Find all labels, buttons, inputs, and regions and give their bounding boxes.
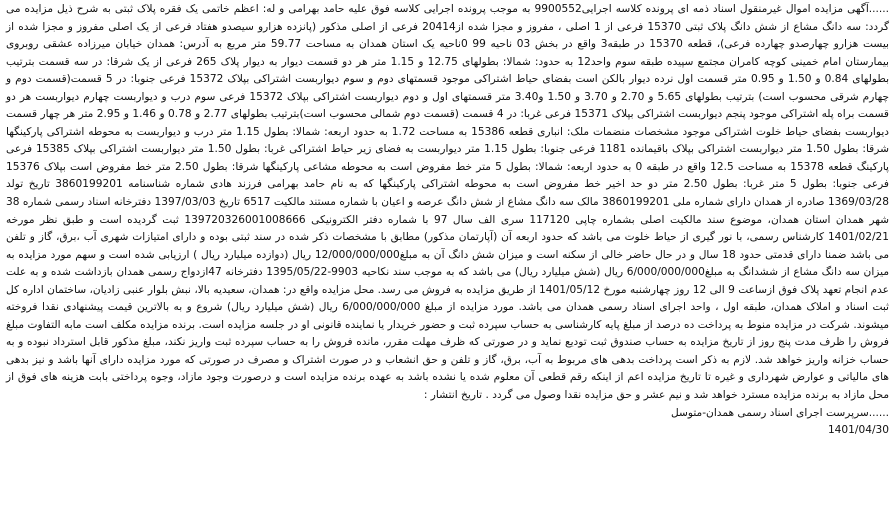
notice-body: ......آگهی مزایده اموال غیرمنقول اسناد ذمه ای پرونده کلاسه اجرایی9900552 به موجب پرونده اجرایی کلاسه فوق علیه حامد بهرامی و له: اعظم خاتمی یک فقره پلاک ثبتی به شرح ذیل مزایده می گردد: سه دانگ مشاع از شش دانگ پلاک ثبتی 15370 فرعی از 1 اصلی ، مفروز و مجزا شده از20414 فرعی از اصلی مذکور (پانزده هزارو سیصدو هفتاد فرعی از یک اصلی مفروز و مجزا شده از بیست هزارو چهارصدو چهارده فرعی)، قطعه 15370 در طبقه3 واقع در بخش 03 ناحیه 99 0ناحیه یک استان همدان به مساحت 59.77 متر مربع به آدرس: همدان خیابان میرزاده عشقی روبروی بیمارستان امام خمینی کوچه کامران مجتمع سپیده طبقه سوم واحد12 به حدود: شمالا: بطولهای 12.75 و 1.15 متر هر دو قسمت دیوار به دیوار پلاک 265 فرعی از یک شرقا: در سه قسمت بترتیب بطولهای 0.84 و 1.50 و 0.95 متر قسمت اول نرده دیوار بالکن است بفضای حیاط اشتراکی موجود قسمتهای دوم و سوم دیواربست اشتراکی بپلاک 15372 فرعی جنوبا: در 5 قسمت(قسمت دوم و چهارم شرقی محسوب است) بترتیب بطولهای 5.65 و 2.70 و 3.70 و 1.50 و3.40 متر قسمتهای اول و دوم دیواربست اشتراکی بپلاک 15372 فرعی سوم درب و دیواربست چهارم دیواربست هر دو قسمت براه پله اشتراکی موجود پنجم دیواربست اشتراکی بپلاک 15371 فرعی غربا: در 4 قسمت (قسمت دوم شمالی محسوب است)بترتیب بطولهای 2.77 و 0.78 و 1.46 و 2.95 متر هر چهار قسمت دیواربست بفضای حیاط خلوت اشتراکی موجود مشخصات منضمات ملک: انباری قطعه 15386 به مساحت 1.72 به حدود اربعه: شمالا: بطول 1.15 متر درب و دیواربست به محوطه اشتراکی پارکینگها شرقا: بطول 1.50 متر دیواربست اشتراکی بپلاک باقیمانده 1181 فرعی جنوبا: بطول 1.15 متر دیواربست به فضای زیر حیاط اشتراکی غربا: بطول 1.50 متر دیواربست اشتراکی بپلاک 15385 فرعی پارکینگ قطعه 15378 به مساحت 12.5 واقع در طبقه 0 به حدود اربعه: شمالا: بطول 5 متر خط مفروض است به محوطه مشاعی پارکینگها شرقا: بطول 2.50 متر خط مفروض است بپلاک 15376 فرعی جنوبا: بطول 5 متر غربا: بطول 2.50 متر دو حد اخیر خط مفروض است به محوطه اشتراکی پارکینگها که به نام حامد بهرامی فرزند هادی شماره شناسنامه 3860199201 تاریخ تولد 1369/03/28 صادره از همدان دارای شماره ملی 3860199201 مالک سه دانگ مشاع از شش دانگ عرصه و اعیان با شماره مستند مالکیت 6517 تاریخ 1397/03/03 دفترخانه اسناد رسمی شماره 38 شهر همدان استان همدان، موضوع سند مالکیت اصلی بشماره چاپی 117120 سری الف سال 97 با شماره دفتر الکترونیکی 139720326001008666 ثبت گردیده است و طبق نظر مورخه 1401/02/21 کارشناس رسمی، با نور گیری از حیاط خلوت می باشد که حدود اربعه آن (آپارتمان مذکور) مطابق با مشخصات ذکر شده در سند ثبتی بوده و دارای امتیازات شهری آب ،برق، گاز و تلفن می باشد ضمنا دارای قدمتی حدود 18 سال و در حال حاضر خالی از سکنه است و میزان شش دانگ آن به مبلغ12/000/000/000 ریال (دوازده میلیارد ریال ) ارزیابی شده است و سهم مورد مزایده به میزان سه دانگ مشاع از ششدانگ به مبلغ6/000/000/000 ریال (شش میلیارد ریال) می باشد که به موجب سند نکاحیه 9903-1395/05/22 دفترخانه 47ازدواج رسمی همدان بازداشت شده و به علت عدم انجام تعهد پلاک فوق ازساعت 9 الی 12 روز چهارشنبه مورخ 1401/05/12 از طریق مزایده به فروش می رسد. محل مزایده واقع در: همدان، سعیدیه بالا، نبش بلوار عنبی زادیان، ساختمان اداره کل ثبت اسناد و املاک همدان، طبقه اول ، واحد اجرای اسناد رسمی همدان می باشد. مورد مزایده از مبلغ 6/000/000/000 ریال (شش میلیارد ریال) شروع و به بالاترین قیمت پیشنهادی نقدا فروخته میشوند. شرکت در مزایده منوط به پرداخت ده درصد از مبلغ پایه کارشناسی به حساب سپرده ثبت و حضور خریدار یا نماینده قانونی او در جلسه مزایده است. برنده مزایده مکلف است مابه التفاوت مبلغ فروش را ظرف مدت پنج روز از تاریخ مزایده به حساب صندوق ثبت تودیع نماید و در صورتی که ظرف مهلت مقرر، مانده فروش را به حساب سپرده ثبت واریز نکند، مبلغ مذکور قابل استرداد نبوده و به حساب خزانه واریز خواهد شد. لازم به ذکر است پرداخت بدهی های مربوط به آب، برق، گاز و تلفن و حق انشعاب و در صورت اشتراک و مصرف در صورتی که مورد مزایده دارای آنها باشد و نیز بدهی های مالیاتی و عوارض شهرداری و غیره تا تاریخ مزایده اعم از اینکه رقم قطعی آن معلوم شده یا نشده باشد به عهده برنده مزایده است و درصورت وجود مازاد، وجوه پرداختی بابت هزینه های فوق از محل مازاد به برنده مزایده مسترد خواهد شد و نیم عشر و حق مزایده نقدا وصول می گردد . تاریخ انتشار :	[6, 3, 890, 402]
notice-signature: ......سرپرست اجرای اسناد رسمی همدان-متوسل	[670, 406, 889, 419]
publish-date: 1401/04/30	[827, 424, 889, 437]
